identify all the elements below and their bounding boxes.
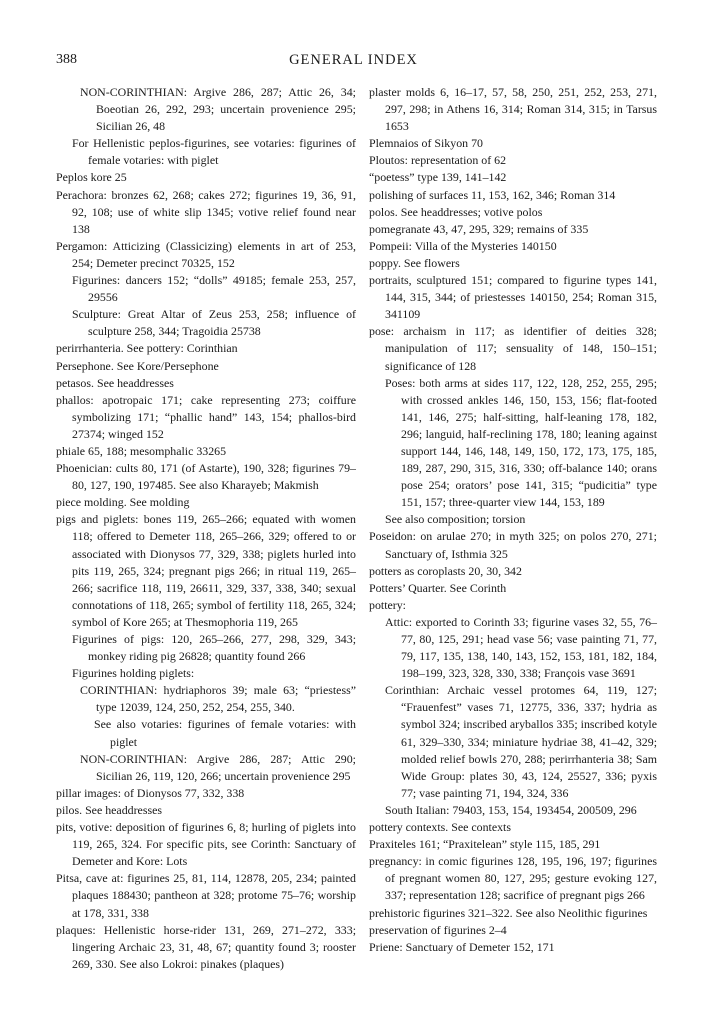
page-number: 388: [56, 52, 77, 67]
index-entry: Figurines of pigs: 120, 265–266, 277, 298, 329, 343; monkey riding pig 26828; quantity found 266: [72, 632, 356, 664]
index-entry: Poses: both arms at sides 117, 122, 128, 252, 255, 295; with crossed ankles 146, 150, 153, 156; flat-footed 141, 146, 275; half-sitting, half-leaning 178, 182, 296; languid, half-reclining 178, 180; leaning against support 144, 146, 148, 149, 150, 172, 173, 175, 185, 189, 287, 290, 315, 316, 330; off-balance 140; orans pose 254; orators’ pose 141, 315; “pudicitia” type 151, 157; three-quarter view 144, 153, 189: [385, 375, 657, 510]
index-entry: Ploutos: representation of 62: [369, 153, 507, 168]
index-entry: petasos. See headdresses: [56, 375, 174, 390]
index-entry: Plemnaios of Sikyon 70: [369, 136, 483, 151]
index-entry: Peplos kore 25: [56, 170, 127, 185]
index-entry: Poseidon: on arulae 270; in myth 325; on polos 270, 271; Sanctuary of, Isthmia 325: [369, 529, 657, 561]
index-entry: Perachora: bronzes 62, 268; cakes 272; figurines 19, 36, 91, 92, 108; use of white slip 1345; votive relief found near 138: [56, 187, 356, 236]
index-entry: Attic: exported to Corinth 33; figurine vases 32, 55, 76–77, 80, 125, 291; head vase 56; vase painting 71, 77, 79, 117, 135, 138, 140, 143, 152, 153, 181, 182, 184, 198–199, 323, 328, 330, 338; François vase 3691: [385, 614, 657, 681]
index-entry: preservation of figurines 2–4: [369, 922, 507, 937]
index-entry: pose: archaism in 117; as identifier of deities 328; manipulation of 117; sensuality of 148, 150–151; significance of 128: [369, 324, 657, 373]
index-entry: See also composition; torsion: [385, 512, 526, 527]
index-entry: Potters’ Quarter. See Corinth: [369, 580, 507, 595]
index-entry: Priene: Sanctuary of Demeter 152, 171: [369, 939, 555, 954]
index-entry: polos. See headdresses; votive polos: [369, 204, 543, 219]
running-head: GENERAL INDEX: [289, 52, 418, 68]
index-entry: NON-CORINTHIAN: Argive 286, 287; Attic 290; Sicilian 26, 119, 120, 266; uncertain provenience 295: [80, 751, 356, 783]
index-entry: Praxiteles 161; “Praxitelean” style 115, 185, 291: [369, 837, 601, 852]
index-entry: piece molding. See molding: [56, 495, 190, 510]
index-entry: potters as coroplasts 20, 30, 342: [369, 563, 522, 578]
index-entry: South Italian: 79403, 153, 154, 193454, 200509, 296: [385, 802, 637, 817]
index-entry: Figurines holding piglets:: [72, 666, 195, 681]
index-entry: For Hellenistic peplos-figurines, see votaries: figurines of female votaries: with piglet: [72, 136, 356, 168]
index-entry: NON-CORINTHIAN: Argive 286, 287; Attic 26, 34; Boeotian 26, 292, 293; uncertain provenience 295; Sicilian 26, 48: [80, 85, 356, 134]
index-entry: Pompeii: Villa of the Mysteries 140150: [369, 238, 557, 253]
index-entry: Corinthian: Archaic vessel protomes 64, 119, 127; “Frauenfest” vases 71, 12775, 336, 337; hydria as symbol 324; inscribed aryballos 335; inscribed kotyle 61, 329–330, 334; miniature hydriae 38, 41–42, 329; molded relief bowls 270, 288; perirrhanteria 38; Sam Wide Group: plates 30, 43, 124, 25527, 336; pyxis 77; vase painting 71, 194, 324, 336: [385, 683, 657, 800]
index-entry: Figurines: dancers 152; “dolls” 49185; female 253, 257, 29556: [72, 273, 356, 305]
index-entry: plaster molds 6, 16–17, 57, 58, 250, 251, 252, 253, 271, 297, 298; in Athens 16, 314; Roman 314, 315; in Tarsus 1653: [369, 85, 657, 134]
index-entry: “poetess” type 139, 141–142: [369, 170, 507, 185]
index-entry: pilos. See headdresses: [56, 802, 162, 817]
index-entry: pigs and piglets: bones 119, 265–266; equated with women 118; offered to Demeter 118, 265–266, 329; offered to or associated with Dionysos 77, 329, 338; piglets hurled into pits 119, 265, 324; pregnant pigs 266; in ritual 119, 265–266; sacrifice 118, 119, 26611, 329, 337, 338, 340; sexual connotations of 118, 265; symbol of fertility 118, 265, 324; symbol of Kore 265; at Thesmophoria 119, 265: [56, 512, 356, 629]
index-column-left: [56, 84, 356, 973]
index-entry: prehistoric figurines 321–322. See also Neolithic figurines: [369, 905, 648, 920]
index-entry: Phoenician: cults 80, 171 (of Astarte), 190, 328; figurines 79–80, 127, 190, 197485. See also Kharayeb; Makmish: [56, 461, 356, 493]
index-entry: pomegranate 43, 47, 295, 329; remains of 335: [369, 221, 589, 236]
index-entry: phiale 65, 188; mesomphalic 33265: [56, 443, 227, 458]
index-entry: Pitsa, cave at: figurines 25, 81, 114, 12878, 205, 234; painted plaques 188430; pantheon at 328; protome 75–76; worship at 178, 331, 338: [56, 871, 356, 920]
index-entry: perirrhanteria. See pottery: Corinthian: [56, 341, 238, 356]
page-header: [56, 52, 651, 72]
index-entry: phallos: apotropaic 171; cake representing 273; coiffure symbolizing 171; “phallic hand” 143, 154; phallos-bird 27374; winged 152: [56, 392, 356, 441]
index-entry: Sculpture: Great Altar of Zeus 253, 258; influence of sculpture 258, 344; Tragoidia 25738: [72, 307, 356, 339]
index-entry: pregnancy: in comic figurines 128, 195, 196, 197; figurines of pregnant women 80, 127, 295; gesture evoking 127, 337; representation 128; sacrifice of pregnant pigs 266: [369, 854, 657, 903]
index-entry: plaques: Hellenistic horse-rider 131, 269, 271–272, 333; lingering Archaic 23, 31, 48, 67; quantity found 3; rooster 269, 330. See also Lokroi: pinakes (plaques): [56, 922, 356, 971]
index-entry: pillar images: of Dionysos 77, 332, 338: [56, 785, 245, 800]
index-entry: poppy. See flowers: [369, 255, 460, 270]
index-entry: pottery:: [369, 597, 406, 612]
index-entry: pits, votive: deposition of figurines 6, 8; hurling of piglets into 119, 265, 324. For specific pits, see Corinth: Sanctuary of Demeter and Kore: Lots: [56, 820, 356, 869]
index-entry: Persephone. See Kore/Persephone: [56, 358, 219, 373]
index-column-right: [369, 84, 657, 956]
index-entry: CORINTHIAN: hydriaphoros 39; male 63; “priestess” type 12039, 124, 250, 252, 254, 255, 340.: [80, 683, 356, 715]
index-entry: portraits, sculptured 151; compared to figurine types 141, 144, 315, 344; of priestesses 140150, 254; Roman 315, 341109: [369, 273, 657, 322]
index-entry: See also votaries: figurines of female votaries: with piglet: [94, 717, 356, 749]
index-entry: polishing of surfaces 11, 153, 162, 346; Roman 314: [369, 187, 616, 202]
index-entry: pottery contexts. See contexts: [369, 820, 511, 835]
index-entry: Pergamon: Atticizing (Classicizing) elements in art of 253, 254; Demeter precinct 70325, 152: [56, 238, 356, 270]
